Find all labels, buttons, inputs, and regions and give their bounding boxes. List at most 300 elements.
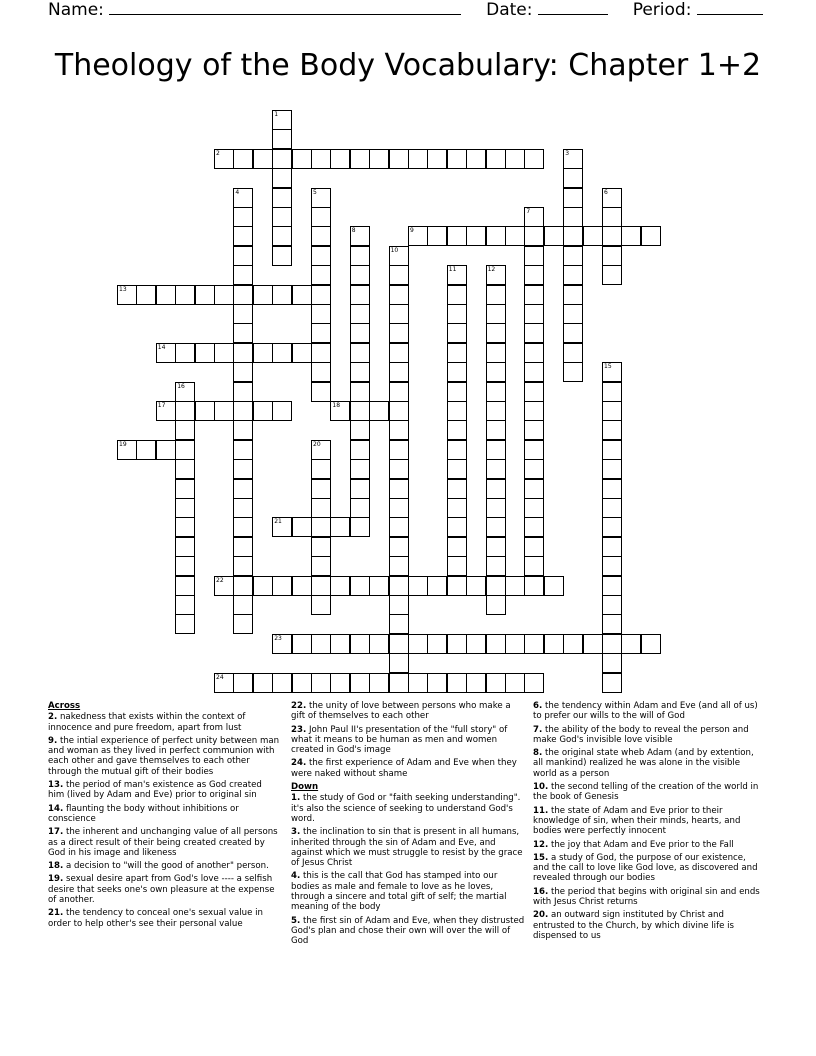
crossword-cell[interactable] bbox=[524, 149, 544, 169]
crossword-cell[interactable] bbox=[311, 498, 331, 518]
clue-text: the state of Adam and Eve prior to their knowledge of sin, when their minds, hearts, and bodies were perfectly innocent bbox=[533, 805, 741, 837]
crossword-cell[interactable] bbox=[272, 246, 292, 266]
crossword-cell[interactable] bbox=[447, 440, 467, 460]
crossword-cell[interactable] bbox=[311, 207, 331, 227]
crossword-cell[interactable] bbox=[486, 285, 506, 305]
crossword-cell[interactable] bbox=[389, 556, 409, 576]
crossword-cell[interactable] bbox=[524, 420, 544, 440]
crossword-cell[interactable] bbox=[272, 401, 292, 421]
crossword-cell[interactable] bbox=[233, 246, 253, 266]
crossword-cell[interactable] bbox=[447, 323, 467, 343]
crossword-cell[interactable] bbox=[272, 343, 292, 363]
crossword-cell[interactable] bbox=[214, 401, 234, 421]
crossword-cell[interactable] bbox=[350, 479, 370, 499]
crossword-cell[interactable] bbox=[427, 673, 447, 693]
crossword-cell[interactable] bbox=[389, 459, 409, 479]
crossword-cell[interactable] bbox=[447, 634, 467, 654]
crossword-cell[interactable] bbox=[272, 168, 292, 188]
crossword-cell[interactable] bbox=[389, 304, 409, 324]
crossword-cell[interactable] bbox=[524, 382, 544, 402]
crossword-cell[interactable] bbox=[350, 285, 370, 305]
crossword-cell[interactable] bbox=[544, 576, 564, 596]
crossword-cell[interactable] bbox=[602, 517, 622, 537]
crossword-cell[interactable] bbox=[563, 188, 583, 208]
crossword-cell[interactable] bbox=[233, 265, 253, 285]
crossword-cell[interactable] bbox=[583, 634, 603, 654]
crossword-cell[interactable] bbox=[389, 246, 409, 266]
crossword-cell[interactable] bbox=[292, 343, 312, 363]
crossword-cell[interactable] bbox=[389, 517, 409, 537]
crossword-cell[interactable] bbox=[311, 634, 331, 654]
crossword-cell[interactable] bbox=[447, 459, 467, 479]
crossword-cell[interactable] bbox=[544, 634, 564, 654]
crossword-cell[interactable] bbox=[602, 362, 622, 382]
crossword-cell[interactable] bbox=[311, 440, 331, 460]
crossword-cell[interactable] bbox=[233, 207, 253, 227]
crossword-cell[interactable] bbox=[156, 285, 176, 305]
crossword-cell[interactable] bbox=[602, 614, 622, 634]
crossword-cell[interactable] bbox=[195, 285, 215, 305]
crossword-cell[interactable] bbox=[350, 498, 370, 518]
crossword-cell[interactable] bbox=[486, 401, 506, 421]
crossword-cell[interactable] bbox=[233, 226, 253, 246]
crossword-cell[interactable] bbox=[311, 149, 331, 169]
crossword-cell[interactable] bbox=[602, 420, 622, 440]
crossword-cell[interactable] bbox=[408, 673, 428, 693]
crossword-cell[interactable] bbox=[563, 285, 583, 305]
crossword-cell[interactable] bbox=[563, 343, 583, 363]
crossword-cell[interactable] bbox=[486, 634, 506, 654]
crossword-cell[interactable] bbox=[272, 576, 292, 596]
crossword-cell[interactable] bbox=[350, 420, 370, 440]
crossword-cell[interactable] bbox=[486, 343, 506, 363]
crossword-cell[interactable] bbox=[486, 673, 506, 693]
crossword-cell[interactable] bbox=[544, 226, 564, 246]
crossword-cell[interactable] bbox=[175, 517, 195, 537]
crossword-cell[interactable] bbox=[253, 576, 273, 596]
crossword-cell[interactable] bbox=[175, 595, 195, 615]
crossword-cell[interactable] bbox=[272, 207, 292, 227]
crossword-cell[interactable] bbox=[175, 614, 195, 634]
crossword-cell[interactable] bbox=[233, 362, 253, 382]
crossword-cell[interactable] bbox=[233, 479, 253, 499]
crossword-cell[interactable] bbox=[330, 149, 350, 169]
crossword-cell[interactable] bbox=[350, 576, 370, 596]
crossword-cell[interactable] bbox=[214, 576, 234, 596]
crossword-cell[interactable] bbox=[233, 285, 253, 305]
crossword-cell[interactable] bbox=[447, 498, 467, 518]
clue-number-label: 12. bbox=[533, 839, 549, 850]
crossword-cell[interactable] bbox=[447, 420, 467, 440]
crossword-cell[interactable] bbox=[524, 634, 544, 654]
crossword-cell[interactable] bbox=[369, 149, 389, 169]
crossword-cell[interactable] bbox=[233, 537, 253, 557]
crossword-cell[interactable] bbox=[447, 149, 467, 169]
crossword-cell[interactable] bbox=[447, 673, 467, 693]
crossword-cell[interactable] bbox=[311, 556, 331, 576]
crossword-cell[interactable] bbox=[350, 382, 370, 402]
crossword-cell[interactable] bbox=[447, 576, 467, 596]
crossword-cell[interactable] bbox=[563, 168, 583, 188]
crossword-cell[interactable] bbox=[583, 226, 603, 246]
crossword-cell[interactable] bbox=[408, 149, 428, 169]
crossword-cell[interactable] bbox=[311, 595, 331, 615]
crossword-cell[interactable] bbox=[447, 382, 467, 402]
crossword-cell[interactable] bbox=[175, 479, 195, 499]
crossword-cell[interactable] bbox=[602, 673, 622, 693]
crossword-cell[interactable] bbox=[311, 304, 331, 324]
crossword-cell[interactable] bbox=[389, 343, 409, 363]
crossword-cell[interactable] bbox=[389, 537, 409, 557]
crossword-cell[interactable] bbox=[389, 420, 409, 440]
crossword-cell[interactable] bbox=[427, 149, 447, 169]
crossword-cell[interactable] bbox=[486, 556, 506, 576]
crossword-cell[interactable] bbox=[486, 479, 506, 499]
crossword-cell[interactable] bbox=[330, 673, 350, 693]
crossword-cell[interactable] bbox=[466, 576, 486, 596]
crossword-cell[interactable] bbox=[292, 517, 312, 537]
crossword-cell[interactable] bbox=[175, 440, 195, 460]
crossword-cell[interactable] bbox=[156, 343, 176, 363]
crossword-cell[interactable] bbox=[175, 285, 195, 305]
crossword-cell[interactable] bbox=[602, 479, 622, 499]
crossword-cell[interactable] bbox=[175, 556, 195, 576]
crossword-cell[interactable] bbox=[641, 634, 661, 654]
crossword-cell[interactable] bbox=[602, 246, 622, 266]
crossword-cell[interactable] bbox=[427, 226, 447, 246]
crossword-cell[interactable] bbox=[233, 401, 253, 421]
crossword-cell[interactable] bbox=[563, 304, 583, 324]
crossword-cell[interactable] bbox=[486, 498, 506, 518]
crossword-cell[interactable] bbox=[233, 323, 253, 343]
crossword-cell[interactable] bbox=[311, 343, 331, 363]
crossword-cell[interactable] bbox=[389, 265, 409, 285]
crossword-cell[interactable] bbox=[350, 343, 370, 363]
crossword-cell[interactable] bbox=[272, 285, 292, 305]
crossword-cell[interactable] bbox=[524, 285, 544, 305]
crossword-cell[interactable] bbox=[447, 304, 467, 324]
crossword-cell[interactable] bbox=[389, 673, 409, 693]
clue-number-label: 9. bbox=[48, 735, 58, 746]
crossword-cell[interactable] bbox=[524, 517, 544, 537]
crossword-cell[interactable] bbox=[175, 401, 195, 421]
crossword-cell[interactable] bbox=[233, 420, 253, 440]
crossword-cell[interactable] bbox=[350, 634, 370, 654]
crossword-cell[interactable] bbox=[602, 382, 622, 402]
crossword-cell[interactable] bbox=[389, 323, 409, 343]
crossword-cell[interactable] bbox=[486, 537, 506, 557]
date-field[interactable] bbox=[538, 0, 608, 15]
crossword-cell[interactable] bbox=[311, 673, 331, 693]
crossword-cell[interactable] bbox=[369, 576, 389, 596]
crossword-cell[interactable] bbox=[311, 265, 331, 285]
crossword-cell[interactable] bbox=[233, 576, 253, 596]
crossword-cell[interactable] bbox=[350, 246, 370, 266]
crossword-cell[interactable] bbox=[136, 285, 156, 305]
crossword-cell[interactable] bbox=[602, 595, 622, 615]
crossword-cell[interactable] bbox=[486, 226, 506, 246]
crossword-cell[interactable] bbox=[505, 673, 525, 693]
crossword-cell[interactable] bbox=[233, 673, 253, 693]
clue-text: nakedness that exists within the context of innocence and pure freedom, apart from lust bbox=[48, 712, 246, 733]
crossword-cell[interactable] bbox=[524, 226, 544, 246]
crossword-cell[interactable] bbox=[524, 440, 544, 460]
crossword-cell[interactable] bbox=[389, 498, 409, 518]
crossword-cell[interactable] bbox=[292, 149, 312, 169]
crossword-cell[interactable] bbox=[350, 304, 370, 324]
crossword-cell[interactable] bbox=[233, 614, 253, 634]
crossword-cell[interactable] bbox=[602, 188, 622, 208]
crossword-cell[interactable] bbox=[195, 401, 215, 421]
crossword-cell[interactable] bbox=[369, 401, 389, 421]
crossword-cell[interactable] bbox=[272, 634, 292, 654]
crossword-cell[interactable] bbox=[311, 576, 331, 596]
crossword-cell[interactable] bbox=[389, 614, 409, 634]
crossword-cell[interactable] bbox=[447, 285, 467, 305]
crossword-cell[interactable] bbox=[524, 498, 544, 518]
crossword-cell[interactable] bbox=[311, 188, 331, 208]
crossword-cell[interactable] bbox=[524, 207, 544, 227]
crossword-cell[interactable] bbox=[486, 323, 506, 343]
crossword-cell[interactable] bbox=[253, 149, 273, 169]
crossword-cell[interactable] bbox=[233, 459, 253, 479]
crossword-cell[interactable] bbox=[524, 323, 544, 343]
crossword-cell[interactable] bbox=[563, 634, 583, 654]
crossword-cell[interactable] bbox=[389, 595, 409, 615]
crossword-cell[interactable] bbox=[427, 634, 447, 654]
crossword-cell[interactable] bbox=[350, 459, 370, 479]
crossword-cell[interactable] bbox=[486, 517, 506, 537]
crossword-cell[interactable] bbox=[350, 440, 370, 460]
crossword-cell[interactable] bbox=[175, 459, 195, 479]
crossword-cell[interactable] bbox=[505, 576, 525, 596]
crossword-cell[interactable] bbox=[602, 653, 622, 673]
crossword-cell[interactable] bbox=[447, 362, 467, 382]
crossword-cell[interactable] bbox=[311, 517, 331, 537]
crossword-cell[interactable] bbox=[524, 246, 544, 266]
crossword-cell[interactable] bbox=[602, 459, 622, 479]
crossword-cell[interactable] bbox=[505, 226, 525, 246]
crossword-cell[interactable] bbox=[292, 673, 312, 693]
crossword-cell[interactable] bbox=[175, 420, 195, 440]
crossword-cell[interactable] bbox=[486, 595, 506, 615]
crossword-cell[interactable] bbox=[466, 149, 486, 169]
crossword-cell[interactable] bbox=[621, 634, 641, 654]
crossword-cell[interactable] bbox=[389, 653, 409, 673]
crossword-cell[interactable] bbox=[447, 401, 467, 421]
crossword-cell[interactable] bbox=[214, 343, 234, 363]
crossword-cell[interactable] bbox=[350, 323, 370, 343]
crossword-cell[interactable] bbox=[175, 576, 195, 596]
crossword-cell[interactable] bbox=[602, 576, 622, 596]
crossword-cell[interactable] bbox=[524, 673, 544, 693]
crossword-cell[interactable] bbox=[524, 479, 544, 499]
crossword-cell[interactable] bbox=[350, 226, 370, 246]
crossword-cell[interactable] bbox=[524, 343, 544, 363]
crossword-cell[interactable] bbox=[408, 634, 428, 654]
crossword-cell[interactable] bbox=[233, 440, 253, 460]
crossword-cell[interactable] bbox=[369, 634, 389, 654]
crossword-cell[interactable] bbox=[486, 459, 506, 479]
crossword-cell[interactable] bbox=[389, 285, 409, 305]
crossword-cell[interactable] bbox=[311, 285, 331, 305]
crossword-cell[interactable] bbox=[641, 226, 661, 246]
crossword-cell[interactable] bbox=[563, 246, 583, 266]
crossword-cell[interactable] bbox=[253, 343, 273, 363]
crossword-cell[interactable] bbox=[486, 362, 506, 382]
crossword-cell[interactable] bbox=[447, 479, 467, 499]
period-field[interactable] bbox=[697, 0, 763, 15]
crossword-cell[interactable] bbox=[292, 576, 312, 596]
crossword-cell[interactable] bbox=[466, 634, 486, 654]
crossword-cell[interactable] bbox=[156, 401, 176, 421]
crossword-cell[interactable] bbox=[602, 537, 622, 557]
crossword-cell[interactable] bbox=[311, 382, 331, 402]
crossword-cell[interactable] bbox=[117, 440, 137, 460]
crossword-cell[interactable] bbox=[272, 517, 292, 537]
crossword-cell[interactable] bbox=[389, 362, 409, 382]
crossword-cell[interactable] bbox=[486, 265, 506, 285]
crossword-cell[interactable] bbox=[311, 362, 331, 382]
crossword-cell[interactable] bbox=[524, 459, 544, 479]
crossword-cell[interactable] bbox=[175, 537, 195, 557]
crossword-cell[interactable] bbox=[292, 634, 312, 654]
crossword-cell[interactable] bbox=[602, 634, 622, 654]
crossword-cell[interactable] bbox=[563, 362, 583, 382]
crossword-cell[interactable] bbox=[486, 149, 506, 169]
crossword-cell[interactable] bbox=[505, 149, 525, 169]
crossword-cell[interactable] bbox=[602, 401, 622, 421]
crossword-cell[interactable] bbox=[272, 188, 292, 208]
crossword-cell[interactable] bbox=[272, 110, 292, 130]
crossword-cell[interactable] bbox=[524, 362, 544, 382]
crossword-cell[interactable] bbox=[563, 323, 583, 343]
crossword-cell[interactable] bbox=[233, 517, 253, 537]
crossword-cell[interactable] bbox=[272, 673, 292, 693]
crossword-cell[interactable] bbox=[563, 149, 583, 169]
crossword-cell[interactable] bbox=[524, 537, 544, 557]
crossword-cell[interactable] bbox=[486, 304, 506, 324]
crossword-cell[interactable] bbox=[563, 207, 583, 227]
crossword-cell[interactable] bbox=[311, 537, 331, 557]
crossword-cell[interactable] bbox=[447, 517, 467, 537]
crossword-cell[interactable] bbox=[272, 129, 292, 149]
crossword-cell[interactable] bbox=[389, 440, 409, 460]
crossword-cell[interactable] bbox=[214, 149, 234, 169]
crossword-cell[interactable] bbox=[253, 401, 273, 421]
crossword-cell[interactable] bbox=[524, 576, 544, 596]
crossword-cell[interactable] bbox=[621, 226, 641, 246]
crossword-cell[interactable] bbox=[486, 420, 506, 440]
crossword-cell[interactable] bbox=[233, 556, 253, 576]
crossword-cell[interactable] bbox=[311, 459, 331, 479]
crossword-cell[interactable] bbox=[233, 595, 253, 615]
crossword-cell[interactable] bbox=[214, 285, 234, 305]
crossword-cell[interactable] bbox=[466, 673, 486, 693]
crossword-cell[interactable] bbox=[350, 149, 370, 169]
crossword-cell[interactable] bbox=[233, 343, 253, 363]
crossword-cell[interactable] bbox=[272, 226, 292, 246]
crossword-cell[interactable] bbox=[447, 343, 467, 363]
crossword-cell[interactable] bbox=[389, 634, 409, 654]
crossword-cell[interactable] bbox=[447, 226, 467, 246]
crossword-cell[interactable] bbox=[389, 382, 409, 402]
crossword-cell[interactable] bbox=[311, 226, 331, 246]
crossword-cell[interactable] bbox=[369, 673, 389, 693]
crossword-cell[interactable] bbox=[524, 265, 544, 285]
crossword-cell[interactable] bbox=[466, 226, 486, 246]
crossword-cell[interactable] bbox=[505, 634, 525, 654]
crossword-cell[interactable] bbox=[427, 576, 447, 596]
crossword-cell[interactable] bbox=[602, 556, 622, 576]
crossword-cell[interactable] bbox=[311, 323, 331, 343]
crossword-cell[interactable] bbox=[175, 382, 195, 402]
crossword-cell[interactable] bbox=[311, 479, 331, 499]
crossword-cell[interactable] bbox=[175, 343, 195, 363]
crossword-cell[interactable] bbox=[330, 576, 350, 596]
crossword-cell[interactable] bbox=[524, 304, 544, 324]
crossword-cell[interactable] bbox=[136, 440, 156, 460]
crossword-cell[interactable] bbox=[350, 401, 370, 421]
crossword-cell[interactable] bbox=[389, 401, 409, 421]
crossword-cell[interactable] bbox=[602, 440, 622, 460]
crossword-cell[interactable] bbox=[389, 149, 409, 169]
crossword-cell[interactable] bbox=[486, 576, 506, 596]
crossword-cell[interactable] bbox=[350, 517, 370, 537]
crossword-cell[interactable] bbox=[602, 498, 622, 518]
crossword-cell[interactable] bbox=[563, 226, 583, 246]
crossword-cell[interactable] bbox=[292, 285, 312, 305]
crossword-cell[interactable] bbox=[233, 382, 253, 402]
crossword-cell[interactable] bbox=[195, 343, 215, 363]
crossword-cell[interactable] bbox=[330, 401, 350, 421]
crossword-cell[interactable] bbox=[253, 673, 273, 693]
crossword-cell[interactable] bbox=[602, 226, 622, 246]
crossword-cell[interactable] bbox=[311, 246, 331, 266]
crossword-cell[interactable] bbox=[350, 265, 370, 285]
crossword-cell[interactable] bbox=[524, 556, 544, 576]
crossword-cell[interactable] bbox=[486, 440, 506, 460]
crossword-cell[interactable] bbox=[447, 537, 467, 557]
crossword-cell[interactable] bbox=[175, 498, 195, 518]
name-field[interactable] bbox=[109, 0, 461, 15]
crossword-cell[interactable] bbox=[602, 207, 622, 227]
crossword-cell[interactable] bbox=[117, 285, 137, 305]
crossword-cell[interactable] bbox=[233, 304, 253, 324]
crossword-cell[interactable] bbox=[156, 440, 176, 460]
crossword-cell[interactable] bbox=[330, 634, 350, 654]
crossword-cell[interactable] bbox=[486, 382, 506, 402]
crossword-cell[interactable] bbox=[272, 149, 292, 169]
crossword-cell[interactable] bbox=[408, 576, 428, 596]
crossword-cell[interactable] bbox=[408, 226, 428, 246]
crossword-cell[interactable] bbox=[389, 576, 409, 596]
crossword-cell[interactable] bbox=[214, 673, 234, 693]
crossword-cell[interactable] bbox=[350, 673, 370, 693]
crossword-cell[interactable] bbox=[563, 265, 583, 285]
crossword-cell[interactable] bbox=[233, 188, 253, 208]
crossword-cell[interactable] bbox=[233, 498, 253, 518]
crossword-cell[interactable] bbox=[330, 517, 350, 537]
crossword-cell[interactable] bbox=[253, 285, 273, 305]
crossword-cell[interactable] bbox=[447, 265, 467, 285]
crossword-cell[interactable] bbox=[233, 149, 253, 169]
crossword-cell[interactable] bbox=[524, 401, 544, 421]
crossword-cell[interactable] bbox=[447, 556, 467, 576]
crossword-cell[interactable] bbox=[350, 362, 370, 382]
crossword-cell[interactable] bbox=[602, 265, 622, 285]
crossword-cell[interactable] bbox=[389, 479, 409, 499]
